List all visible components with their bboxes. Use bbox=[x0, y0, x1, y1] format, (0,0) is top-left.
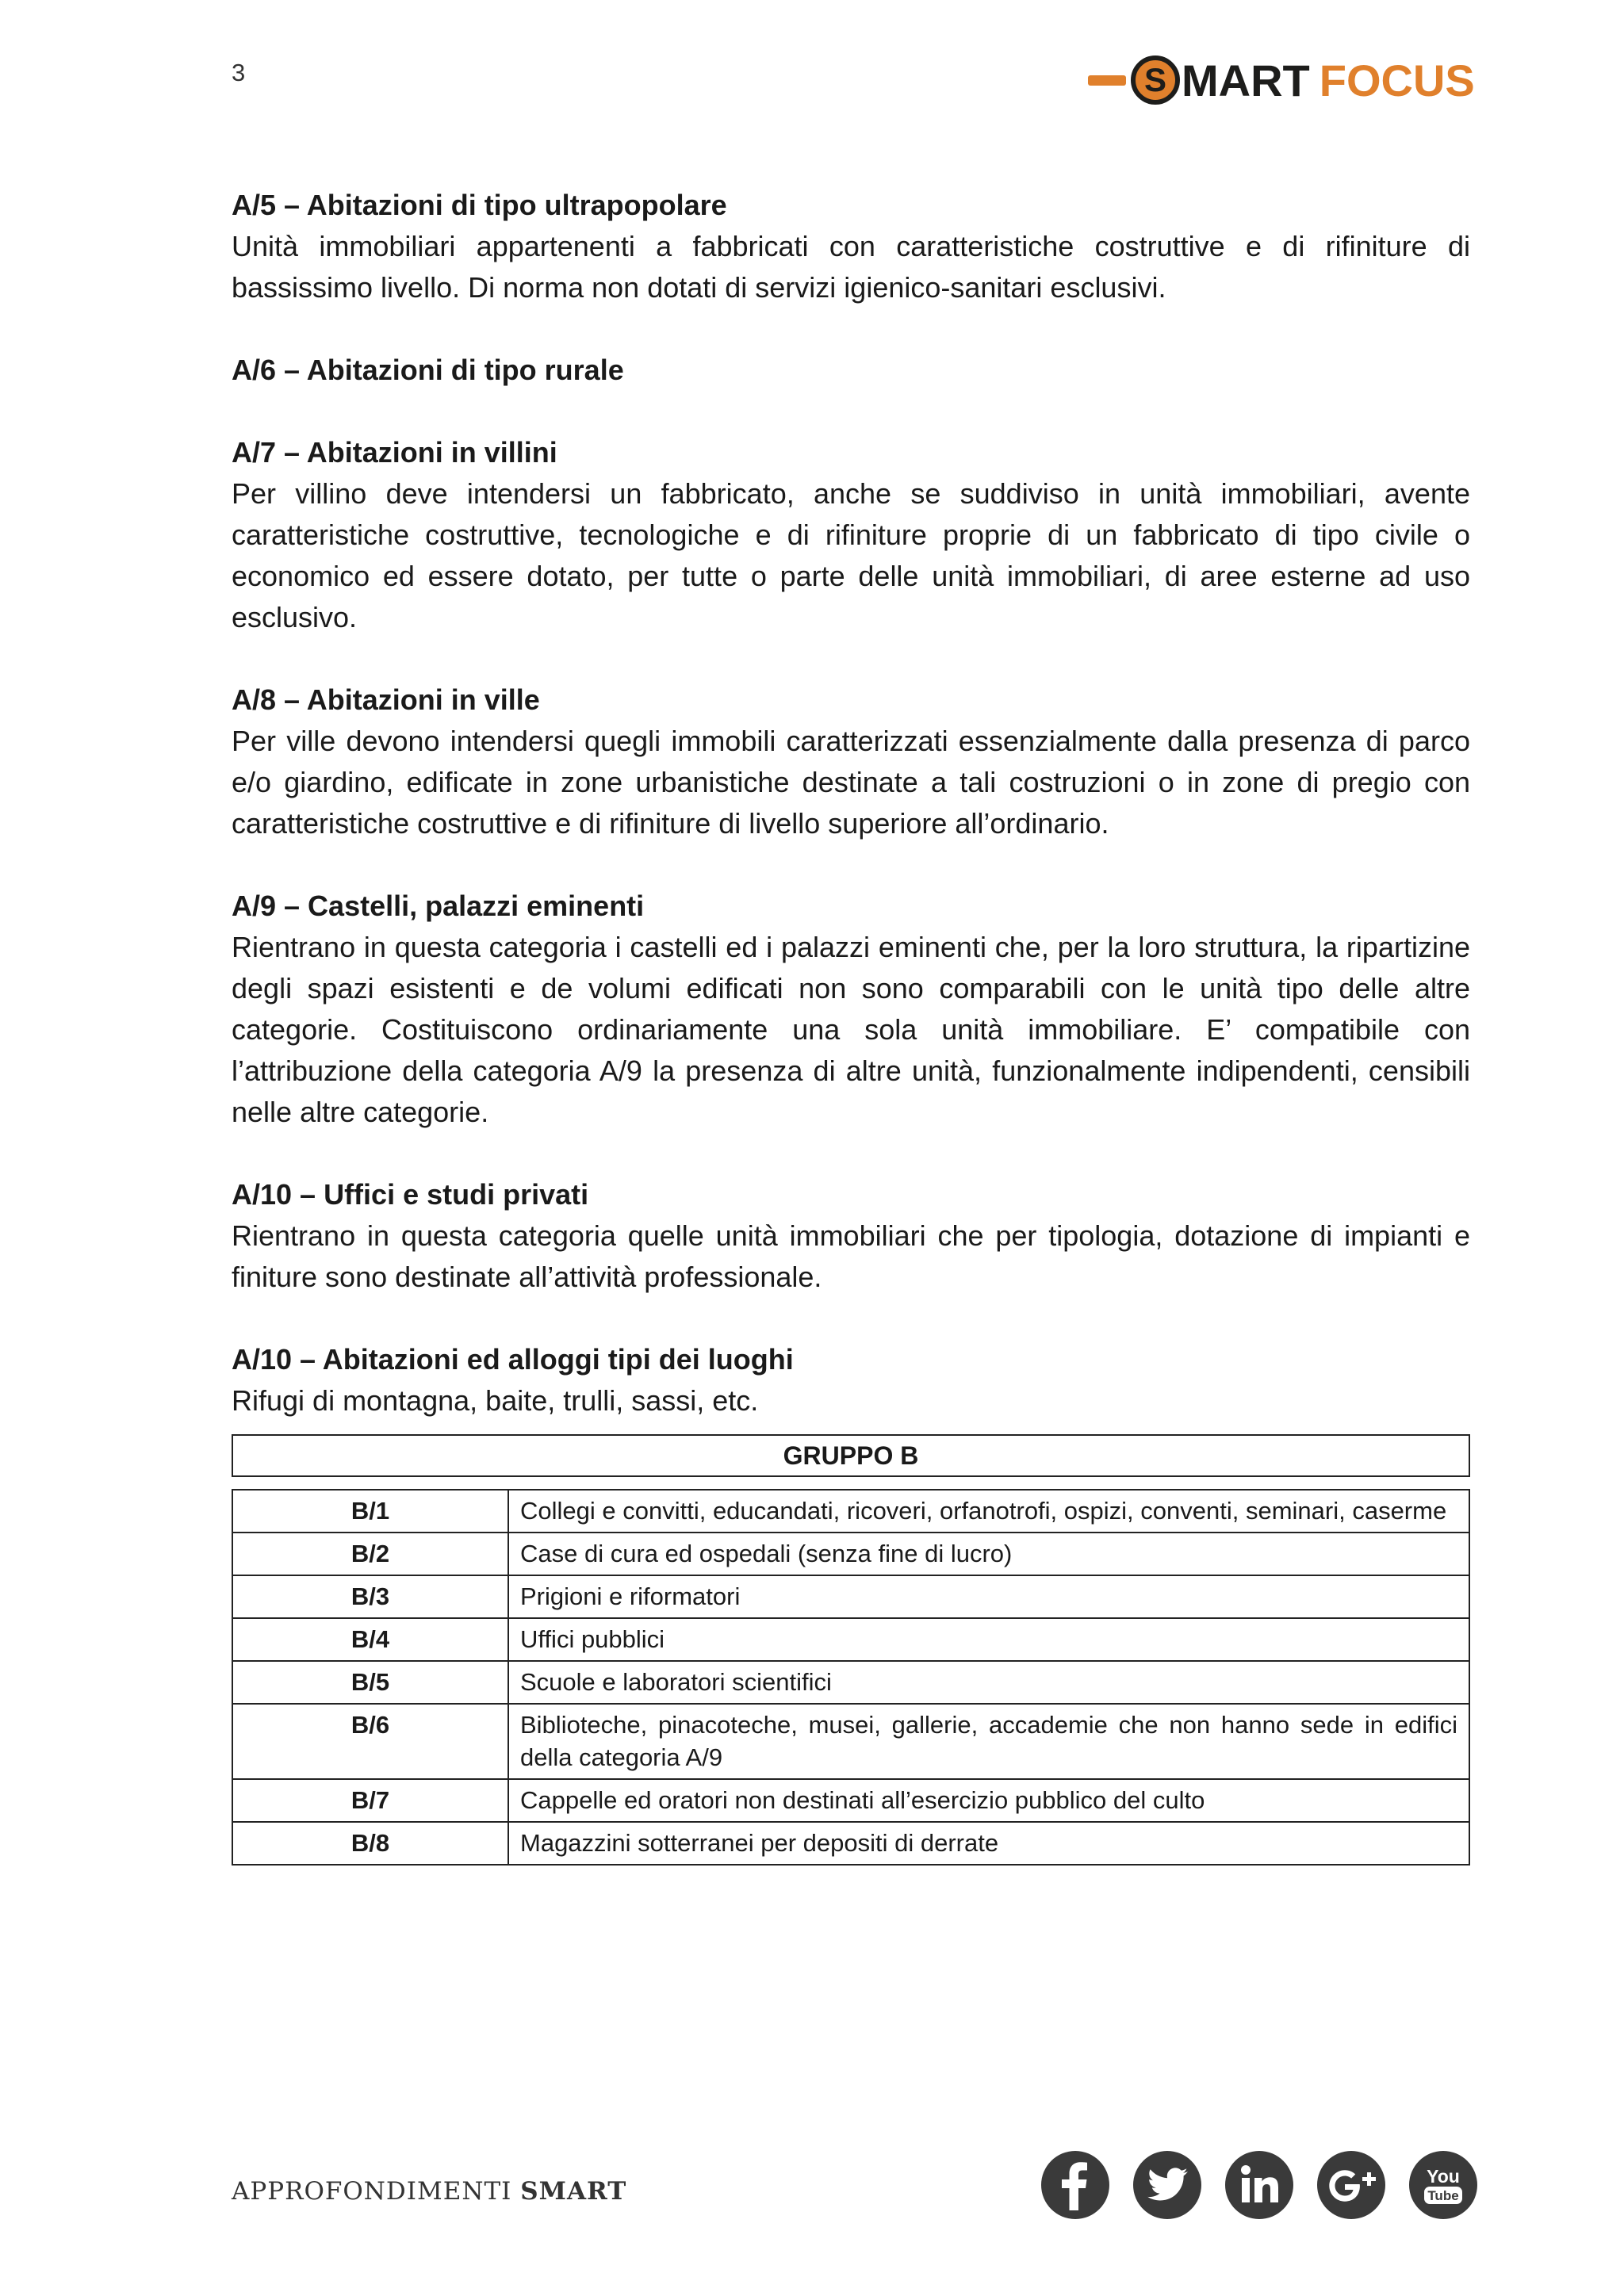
youtube-text-tube: Tube bbox=[1427, 2188, 1459, 2203]
section-text: Rientrano in questa categoria i castelli ed i palazzi eminenti che, per la loro struttura, la ripartizine degli spazi esistenti e de volumi edificati non sono comparabili con le unità tipo delle altre categorie. Costituiscono ordinariamente una sola unità immobiliare. E’ compatibile con l’attribuzione della categoria A/9 la presenza di altre unità, funzionalmente indipendenti, censibili nelle altre categorie. bbox=[232, 931, 1470, 1128]
section-title: A/5 – Abitazioni di tipo ultrapopolare bbox=[232, 189, 727, 221]
table-row bbox=[232, 1822, 1469, 1865]
youtube-text-you: You bbox=[1427, 2166, 1460, 2187]
footer-text-bold: SMART bbox=[520, 2177, 627, 2206]
section-title: A/7 – Abitazioni in villini bbox=[232, 436, 557, 469]
category-code: B/5 bbox=[232, 1661, 508, 1704]
section-title: A/6 – Abitazioni di tipo rurale bbox=[232, 354, 624, 386]
category-code: B/6 bbox=[232, 1704, 508, 1779]
section-text: Rientrano in questa categoria quelle unità immobiliari che per tipologia, dotazione di impianti e finiture sono destinate all’attività professionale. bbox=[232, 1219, 1470, 1293]
smartfocus-logo bbox=[1088, 52, 1475, 108]
category-code: B/3 bbox=[232, 1575, 508, 1618]
section-a10-uffici bbox=[232, 1174, 1470, 1298]
category-description: Cappelle ed oratori non destinati all’esercizio pubblico del culto bbox=[508, 1779, 1469, 1822]
google-plus-icon[interactable] bbox=[1316, 2150, 1386, 2220]
footer-brand-text bbox=[232, 2177, 626, 2206]
section-a5 bbox=[232, 185, 1470, 308]
section-title: A/10 – Abitazioni ed alloggi tipi dei luoghi bbox=[232, 1343, 794, 1376]
footer-text-regular: APPROFONDIMENTI bbox=[232, 2177, 521, 2206]
category-description: Case di cura ed ospedali (senza fine di lucro) bbox=[508, 1533, 1469, 1575]
category-code: B/1 bbox=[232, 1490, 508, 1533]
section-a9 bbox=[232, 886, 1470, 1133]
section-text: Rifugi di montagna, baite, trulli, sassi, etc. bbox=[232, 1384, 759, 1417]
logo-s-circle: S bbox=[1131, 55, 1180, 105]
youtube-icon[interactable] bbox=[1408, 2150, 1478, 2220]
table-row bbox=[232, 1490, 1469, 1533]
logo-mart: MART bbox=[1182, 55, 1310, 105]
logo-dash bbox=[1088, 75, 1126, 86]
table-row bbox=[232, 1661, 1469, 1704]
section-title: A/8 – Abitazioni in ville bbox=[232, 683, 540, 716]
section-title: A/10 – Uffici e studi privati bbox=[232, 1178, 589, 1211]
page-number: 3 bbox=[232, 59, 246, 86]
category-description: Prigioni e riformatori bbox=[508, 1575, 1469, 1618]
linkedin-icon[interactable] bbox=[1224, 2150, 1294, 2220]
table-row bbox=[232, 1704, 1469, 1779]
table-row bbox=[232, 1575, 1469, 1618]
section-text: Per ville devono intendersi quegli immobili caratterizzati essenzialmente dalla presenza di parco e/o giardino, edificate in zone urbanistiche destinate a tali costruzioni o in zone di pregio con caratteristiche costruttive e di rifiniture di livello superiore all’ordinario. bbox=[232, 725, 1470, 840]
section-text: Per villino deve intendersi un fabbricato, anche se suddiviso in unità immobiliari, avente caratteristiche costruttive, tecnologiche e di rifiniture proprie di un fabbricato di tipo civile o economico ed essere dotato, per tutte o parte delle unità immobiliari, di aree esterne ad uso esclusivo. bbox=[232, 477, 1470, 633]
category-code: B/8 bbox=[232, 1822, 508, 1865]
section-a10-abitazioni bbox=[232, 1339, 1470, 1422]
category-code: B/2 bbox=[232, 1533, 508, 1575]
table-row bbox=[232, 1533, 1469, 1575]
table-row bbox=[232, 1779, 1469, 1822]
twitter-icon[interactable] bbox=[1132, 2150, 1202, 2220]
category-description: Collegi e convitti, educandati, ricoveri, orfanotrofi, ospizi, conventi, seminari, caserme bbox=[508, 1490, 1469, 1533]
category-description: Biblioteche, pinacoteche, musei, gallerie, accademie che non hanno sede in edifici della categoria A/9 bbox=[508, 1704, 1469, 1779]
group-b-table bbox=[232, 1489, 1470, 1866]
section-text: Unità immobiliari appartenenti a fabbricati con caratteristiche costruttive e di rifiniture di bassissimo livello. Di norma non dotati di servizi igienico-sanitari esclusivi. bbox=[232, 230, 1470, 304]
category-code: B/4 bbox=[232, 1618, 508, 1661]
category-description: Scuole e laboratori scientifici bbox=[508, 1661, 1469, 1704]
section-a8 bbox=[232, 679, 1470, 844]
table-group-header: GRUPPO B bbox=[232, 1434, 1470, 1477]
category-description: Uffici pubblici bbox=[508, 1618, 1469, 1661]
section-a6 bbox=[232, 350, 1470, 391]
category-code: B/7 bbox=[232, 1779, 508, 1822]
section-title: A/9 – Castelli, palazzi eminenti bbox=[232, 890, 645, 922]
table-row bbox=[232, 1618, 1469, 1661]
logo-focus: FOCUS bbox=[1319, 55, 1475, 105]
category-description: Magazzini sotterranei per depositi di derrate bbox=[508, 1822, 1469, 1865]
section-a7 bbox=[232, 432, 1470, 638]
facebook-icon[interactable] bbox=[1040, 2150, 1110, 2220]
document-body bbox=[232, 185, 1470, 1463]
